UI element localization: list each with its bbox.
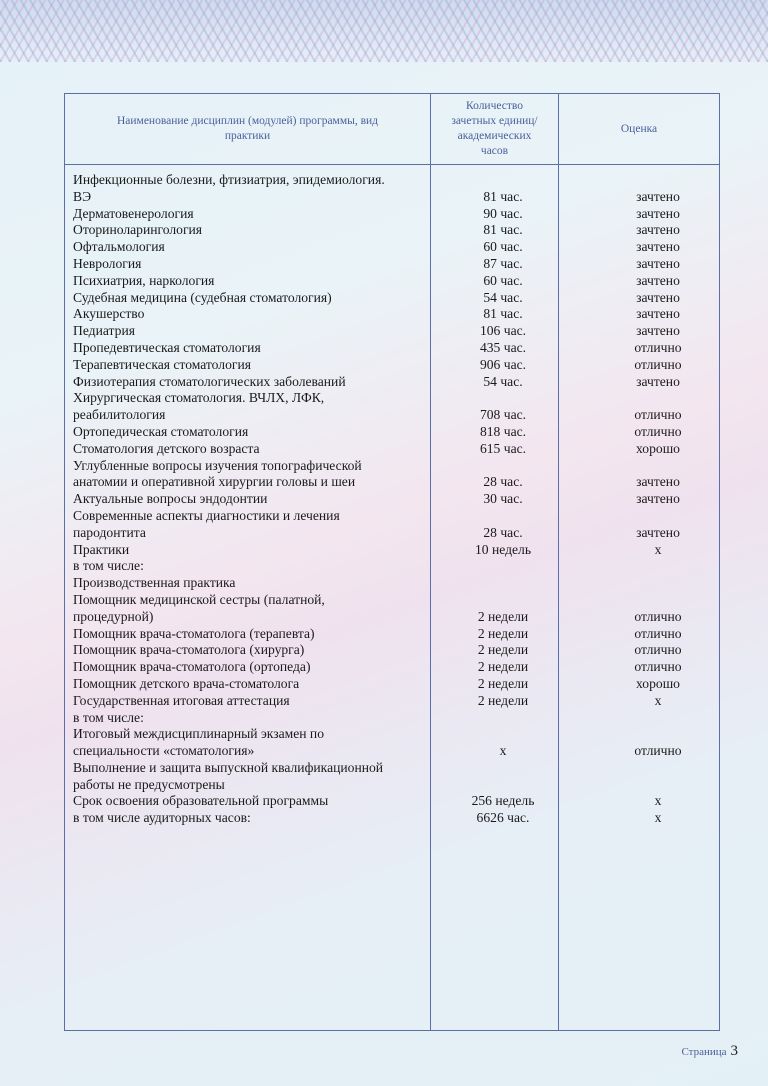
credit-hours: 6626 час. [476, 810, 530, 826]
discipline-name: в том числе аудиторных часов: [73, 810, 251, 826]
header-divider [65, 164, 719, 165]
table-row [73, 726, 713, 743]
grade-value: отлично [634, 659, 682, 675]
table-row [73, 542, 713, 559]
discipline-name: Практики [73, 541, 130, 557]
grade-value: зачтено [636, 323, 680, 339]
discipline-name: анатомии и оперативной хирургии головы и шеи [73, 474, 356, 490]
credit-hours: 2 недели [477, 642, 529, 658]
header-credit-hours: Количество зачетных единиц/ академических часов [451, 100, 538, 157]
discipline-name: Хирургическая стоматология. ВЧЛХ, ЛФК, [73, 390, 325, 406]
discipline-name: Инфекционные болезни, фтизиатрия, эпидемиология. [73, 172, 385, 187]
page-number: 3 [730, 1043, 738, 1059]
grade-value: зачтено [636, 272, 680, 288]
grade-value: отлично [634, 608, 682, 624]
grade-value: зачтено [636, 306, 680, 322]
credit-hours: 106 час. [479, 323, 527, 339]
table-row [73, 592, 713, 609]
discipline-name: Помощник врача-стоматолога (ортопеда) [73, 659, 311, 675]
table-row [73, 642, 713, 659]
table-row [73, 626, 713, 643]
table-row [73, 256, 713, 273]
table-row [73, 508, 713, 525]
table-row [73, 441, 713, 458]
table-row [73, 206, 713, 223]
credit-hours: 60 час. [483, 272, 523, 288]
table-body [73, 172, 713, 827]
discipline-name: Терапевтическая стоматология [73, 356, 251, 372]
credit-hours: 28 час. [483, 474, 523, 490]
table-row [73, 474, 713, 491]
page-label: Страница [681, 1046, 727, 1058]
table-row [73, 525, 713, 542]
table-row [73, 374, 713, 391]
discipline-name: Итоговый междисциплинарный экзамен по [73, 726, 324, 742]
grade-value: зачтено [636, 239, 680, 255]
table-row [73, 710, 713, 727]
credit-hours: 28 час. [483, 524, 523, 540]
grade-value: зачтено [636, 205, 680, 221]
discipline-name: Оториноларингология [73, 222, 203, 238]
grade-value: х [654, 810, 662, 826]
discipline-name: Выполнение и защита выпускной квалификационной [73, 759, 384, 775]
page-footer [681, 1043, 738, 1060]
discipline-name: Акушерство [73, 306, 145, 322]
table-row [73, 575, 713, 592]
grade-value: зачтено [636, 491, 680, 507]
discipline-name: Судебная медицина (судебная стоматология) [73, 289, 332, 305]
table-row [73, 390, 713, 407]
discipline-name: Дерматовенерология [73, 205, 194, 221]
grade-value: отлично [634, 625, 682, 641]
grade-value: отлично [634, 407, 682, 423]
credit-hours: 2 недели [477, 659, 529, 675]
grade-value: зачтено [636, 474, 680, 490]
table-row [73, 609, 713, 626]
credit-hours: 81 час. [483, 222, 523, 238]
grade-value: хорошо [636, 675, 680, 691]
table-row [73, 172, 713, 189]
decorative-guilloche-border [0, 0, 768, 62]
credit-hours: х [499, 743, 507, 759]
discipline-name: специальности «стоматология» [73, 743, 255, 759]
grade-value: х [654, 793, 662, 809]
discipline-name: реабилитология [73, 407, 166, 423]
grade-value: х [654, 692, 662, 708]
credit-hours: 10 недель [474, 541, 532, 557]
discipline-name: Помощник детского врача-стоматолога [73, 675, 300, 691]
discipline-name: пародонтита [73, 524, 146, 540]
table-row [73, 222, 713, 239]
discipline-name: Государственная итоговая аттестация [73, 692, 290, 708]
table-row [73, 239, 713, 256]
discipline-name: Неврология [73, 255, 142, 271]
credit-hours: 2 недели [477, 692, 529, 708]
grade-value: зачтено [636, 255, 680, 271]
discipline-name: Производственная практика [73, 575, 236, 591]
grade-value: отлично [634, 356, 682, 372]
grade-value: отлично [634, 339, 682, 355]
grade-value: отлично [634, 423, 682, 439]
grade-value: хорошо [636, 440, 680, 456]
table-row [73, 458, 713, 475]
credit-hours: 2 недели [477, 625, 529, 641]
grade-value: зачтено [636, 222, 680, 238]
discipline-name: работы не предусмотрены [73, 776, 225, 792]
credit-hours: 435 час. [479, 339, 527, 355]
table-row [73, 810, 713, 827]
discipline-name: в том числе: [73, 558, 144, 574]
table-row [73, 290, 713, 307]
discipline-name: Актуальные вопросы эндодонтии [73, 491, 268, 507]
table-row [73, 693, 713, 710]
credit-hours: 2 недели [477, 608, 529, 624]
table-row [73, 793, 713, 810]
grade-value: зачтено [636, 289, 680, 305]
discipline-name: Углубленные вопросы изучения топографической [73, 457, 362, 473]
credit-hours: 81 час. [483, 306, 523, 322]
discipline-name: Помощник врача-стоматолога (терапевта) [73, 625, 315, 641]
grade-value: отлично [634, 743, 682, 759]
table-row [73, 760, 713, 777]
credit-hours: 90 час. [483, 205, 523, 221]
table-row [73, 424, 713, 441]
discipline-name: Стоматология детского возраста [73, 440, 260, 456]
discipline-name: Педиатрия [73, 323, 135, 339]
header-discipline-name: Наименование дисциплин (модулей) программы, вид практики [116, 115, 379, 142]
credit-hours: 81 час. [483, 188, 523, 204]
grade-value: зачтено [636, 373, 680, 389]
credit-hours: 708 час. [479, 407, 527, 423]
discipline-name: Современные аспекты диагностики и лечения [73, 507, 340, 523]
grade-value: зачтено [636, 188, 680, 204]
discipline-name: Психиатрия, наркология [73, 272, 215, 288]
grade-value: х [654, 541, 662, 557]
credit-hours: 54 час. [483, 373, 523, 389]
discipline-name: в том числе: [73, 709, 144, 725]
credit-hours: 54 час. [483, 289, 523, 305]
table-row [73, 743, 713, 760]
discipline-name: ВЭ [73, 188, 92, 204]
credit-hours: 2 недели [477, 675, 529, 691]
discipline-name: Помощник медицинской сестры (палатной, [73, 591, 325, 607]
credit-hours: 615 час. [479, 440, 527, 456]
table-row [73, 407, 713, 424]
credit-hours: 60 час. [483, 239, 523, 255]
discipline-name: Физиотерапия стоматологических заболеваний [73, 373, 346, 389]
table-row [73, 189, 713, 206]
header-grade: Оценка [620, 122, 658, 135]
table-row [73, 306, 713, 323]
table-row [73, 273, 713, 290]
grade-value: отлично [634, 642, 682, 658]
discipline-name: Помощник врача-стоматолога (хирурга) [73, 642, 305, 658]
discipline-name: процедурной) [73, 608, 154, 624]
table-row [73, 357, 713, 374]
table-row [73, 659, 713, 676]
discipline-name: Офтальмология [73, 239, 165, 255]
table-row [73, 777, 713, 794]
table-row [73, 558, 713, 575]
credit-hours: 818 час. [479, 423, 527, 439]
table-row [73, 340, 713, 357]
grade-value: зачтено [636, 524, 680, 540]
table-row [73, 491, 713, 508]
credit-hours: 256 недель [471, 793, 535, 809]
credit-hours: 906 час. [479, 356, 527, 372]
table-row [73, 323, 713, 340]
credit-hours: 87 час. [483, 255, 523, 271]
credit-hours: 30 час. [483, 491, 523, 507]
table-row [73, 676, 713, 693]
discipline-name: Ортопедическая стоматология [73, 423, 249, 439]
discipline-name: Пропедевтическая стоматология [73, 339, 261, 355]
discipline-name: Срок освоения образовательной программы [73, 793, 329, 809]
